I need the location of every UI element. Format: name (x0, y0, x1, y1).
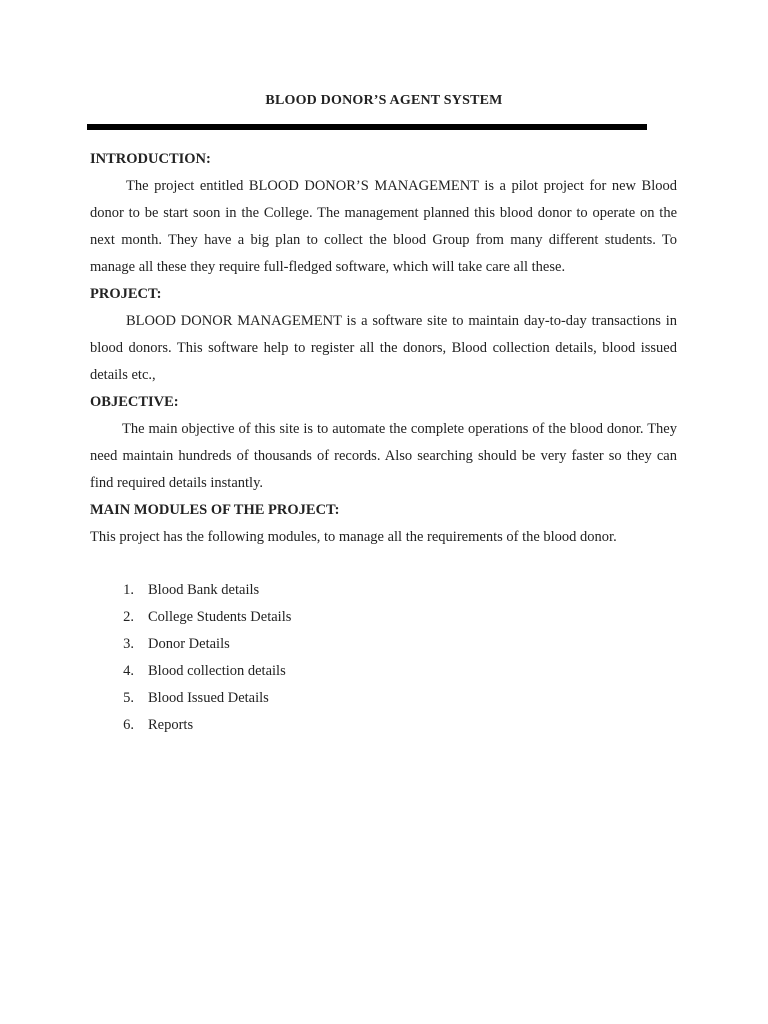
project-paragraph: BLOOD DONOR MANAGEMENT is a software site to maintain day-to-day transactions in blood donors. This software help to register all the donors, Blood collection details, blood issued details etc., (90, 313, 677, 383)
list-item (90, 712, 677, 739)
list-item (90, 577, 677, 604)
modules-heading: MAIN MODULES OF THE PROJECT: (90, 502, 340, 518)
list-item (90, 685, 677, 712)
list-item (90, 604, 677, 631)
list-item-label: Blood Issued Details (148, 690, 269, 706)
document-body (90, 146, 677, 739)
list-item-label: Blood collection details (148, 663, 286, 679)
list-item-number: 3. (123, 636, 134, 652)
objective-paragraph: The main objective of this site is to automate the complete operations of the blood donor. They need maintain hundreds of thousands of records. Also searching should be very faster so they can find required details instantly. (90, 421, 677, 491)
list-item-label: Donor Details (148, 636, 230, 652)
list-item-label: Blood Bank details (148, 582, 260, 598)
document-title: BLOOD DONOR’S AGENT SYSTEM (265, 93, 503, 108)
modules-intro: This project has the following modules, to manage all the requirements of the blood donor. (90, 529, 617, 545)
list-item-label: Reports (148, 717, 194, 733)
list-item-label: College Students Details (148, 609, 292, 625)
title-divider (87, 124, 647, 130)
project-heading: PROJECT: (90, 286, 162, 302)
objective-heading: OBJECTIVE: (90, 394, 179, 410)
list-item-number: 5. (123, 690, 134, 706)
list-item-number: 6. (123, 717, 134, 733)
list-item (90, 631, 677, 658)
list-item-number: 4. (123, 663, 134, 679)
introduction-heading: INTRODUCTION: (90, 151, 211, 167)
list-item-number: 2. (123, 609, 134, 625)
list-item (90, 658, 677, 685)
list-item-number: 1. (123, 582, 134, 598)
modules-list (90, 577, 677, 739)
introduction-paragraph: The project entitled BLOOD DONOR’S MANAGEMENT is a pilot project for new Blood donor to be start soon in the College. The management planned this blood donor to operate on the next month. They have a big plan to collect the blood Group from many different students. To manage all these they require full-fledged software, which will take care all these. (90, 178, 677, 275)
